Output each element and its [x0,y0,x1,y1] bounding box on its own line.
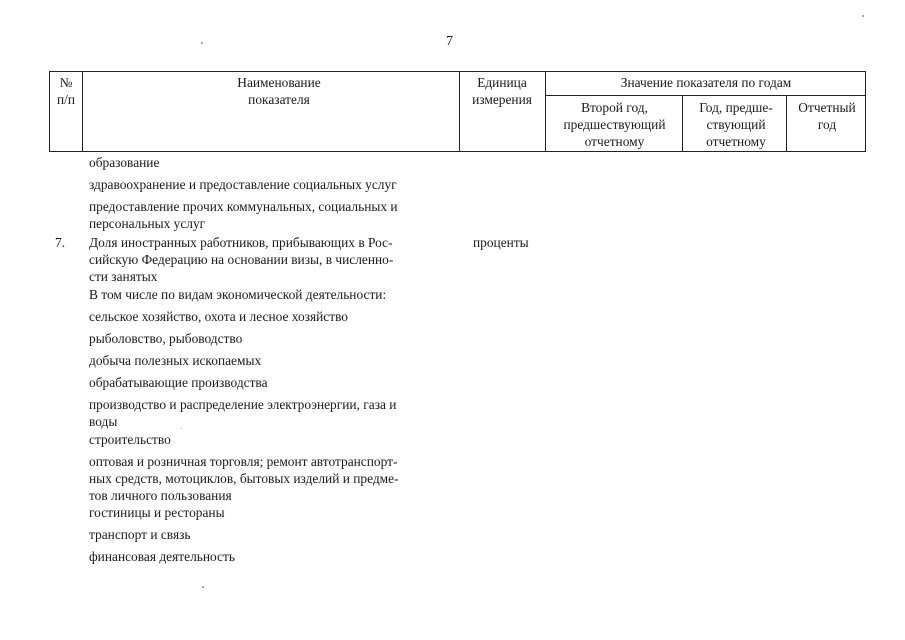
row-number: 7. [55,235,66,250]
indicator-name: Доля иностранных работников, прибывающих в Рос- сийскую Федерацию на основании визы, в численно- сти занятых [89,235,394,284]
header-num: № п/п [56,75,76,107]
header-year-2: Второй год, предшествующий отчетному [563,100,666,149]
scan-speck [201,42,203,44]
header-top-border [49,71,866,72]
header-current-year: Отчетный год [798,100,856,132]
header-bottom-border [49,151,866,152]
col-divider-3 [545,71,546,152]
header-values: Значение показателя по годам [620,75,792,90]
indicator-name: производство и распределение электроэнергии, газа и воды [89,397,397,429]
indicator-name: транспорт и связь [89,527,191,542]
scan-speck [181,428,182,429]
indicator-name: оптовая и розничная торговля; ремонт автотранспорт- ных средств, мотоциклов, бытовых изделий и предме- тов личного пользования [89,454,399,503]
header-left-border [49,71,50,152]
indicator-name: здравоохранение и предоставление социальных услуг [89,177,397,192]
header-name: Наименование показателя [237,75,321,107]
indicator-name: рыболовство, рыбоводство [89,331,243,346]
values-subheader-border [545,95,866,96]
scan-speck [202,586,204,588]
col-divider-2 [459,71,460,152]
page-number: 7 [446,34,453,49]
indicator-name: сельское хозяйство, охота и лесное хозяйство [89,309,348,324]
indicator-name: предоставление прочих коммунальных, социальных и персональных услуг [89,199,398,231]
header-unit: Единица измерения [472,75,532,107]
header-year-1: Год, предше- ствующий отчетному [699,100,773,149]
indicator-name: финансовая деятельность [89,549,235,564]
indicator-name: гостиницы и рестораны [89,505,225,520]
indicator-name: обрабатывающие производства [89,375,268,390]
col-divider-4 [682,95,683,152]
indicator-name: образование [89,155,160,170]
indicator-name: строительство [89,432,171,447]
header-right-border [865,71,866,152]
unit-of-measure: проценты [473,235,529,250]
table-header [49,71,866,152]
indicator-name: добыча полезных ископаемых [89,353,262,368]
col-divider-1 [82,71,83,152]
col-divider-5 [786,95,787,152]
scan-speck [862,15,864,17]
indicator-name: В том числе по видам экономической деятельности: [89,287,387,302]
